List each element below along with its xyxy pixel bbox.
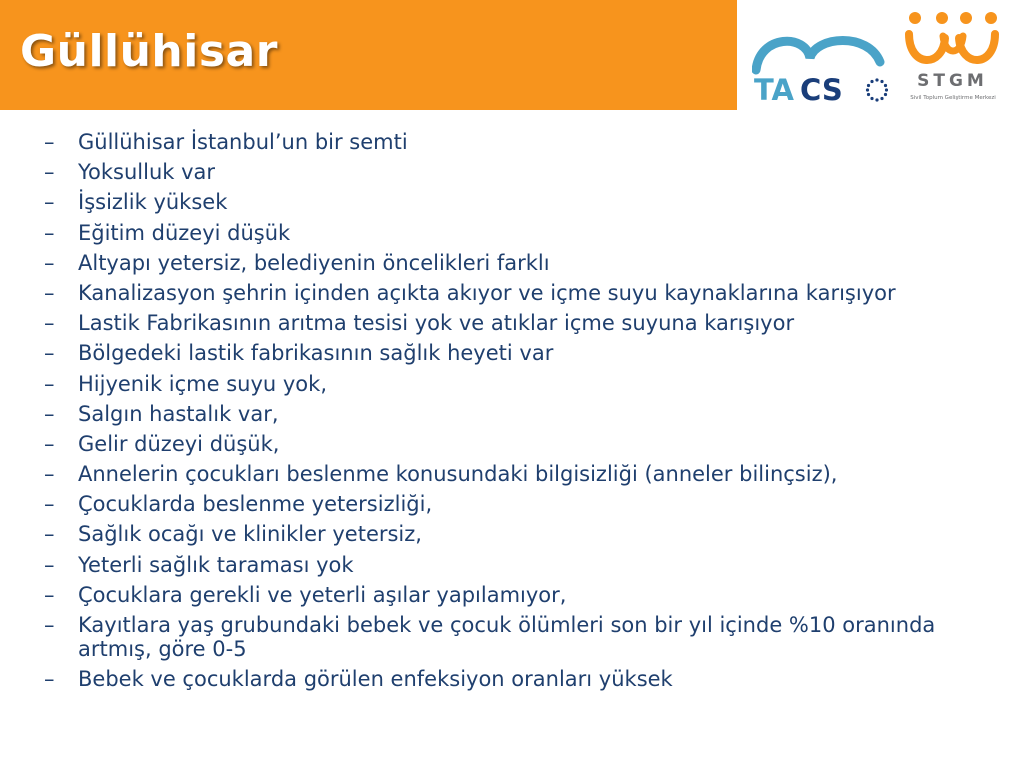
list-item [44,130,1014,154]
list-item [44,281,1014,305]
list-item [44,221,1014,245]
bullet-dash-icon: – [44,431,55,456]
list-item [44,160,1014,184]
bullet-dash-icon: – [44,190,55,215]
list-item [44,190,1014,214]
bullet-dash-icon: – [44,613,55,637]
bullet-text: Çocuklara gerekli ve yeterli aşılar yapılamıyor, [78,582,567,607]
bullet-dash-icon: – [44,522,55,547]
list-item [44,613,1014,661]
stgm-subtitle: Sivil Toplum Geliştirme Merkezi [910,95,996,101]
list-item [44,667,1014,691]
bullet-dash-icon: – [44,311,55,336]
bullet-text: Kanalizasyon şehrin içinden açıkta akıyor ve içme suyu kaynaklarına karışıyor [78,280,896,305]
bullet-dash-icon: – [44,130,55,154]
bullet-text: Yoksulluk var [78,160,216,185]
bullet-text: Yeterli sağlık taraması yok [78,552,354,577]
bullet-dash-icon: – [44,401,55,426]
list-item [44,492,1014,516]
bullet-dash-icon: – [44,250,55,275]
bullet-dash-icon: – [44,371,55,396]
bullet-text: Bebek ve çocuklarda görülen enfeksiyon oranları yüksek [78,667,673,692]
tacs-text-cs: CS [800,73,843,107]
bullet-text: Kayıtlara yaş grubundaki bebek ve çocuk ölümleri son bir yıl içinde %10 oranında artmış, göre 0-5 [78,613,936,661]
bullet-text: Lastik Fabrikasının arıtma tesisi yok ve atıklar içme suyuna karışıyor [78,311,795,336]
list-item [44,462,1014,486]
tacs-text-ta: TA [754,73,794,107]
list-item [44,522,1014,546]
list-item [44,402,1014,426]
eu-stars-icon [866,78,888,101]
bullet-text: Bölgedeki lastik fabrikasının sağlık heyeti var [78,341,554,366]
bullet-dash-icon: – [44,280,55,305]
bullet-text: Annelerin çocukları beslenme konusundaki bilgisizliği (anneler bilinçsiz), [78,462,838,487]
bullet-text: Hijyenik içme suyu yok, [78,371,327,396]
list-item [44,311,1014,335]
bullet-dash-icon: – [44,552,55,577]
bullet-list [44,130,1014,697]
list-item [44,553,1014,577]
tacs-arc-icon [756,41,880,71]
list-item [44,432,1014,456]
title-bar [0,0,737,110]
bullet-text: Eğitim düzeyi düşük [78,220,291,245]
stgm-wordmark: STGM [917,71,988,91]
bullet-text: Güllühisar İstanbul’un bir semti [78,130,408,154]
bullet-text: Altyapı yetersiz, belediyenin öncelikleri farklı [78,250,550,275]
bullet-dash-icon: – [44,462,55,487]
bullet-text: Çocuklarda beslenme yetersizliği, [78,492,433,517]
bullet-dash-icon: – [44,220,55,245]
bullet-text: Salgın hastalık var, [78,401,279,426]
bullet-dash-icon: – [44,160,55,185]
slide-title: Güllühisar [20,26,278,77]
list-item [44,341,1014,365]
list-item [44,583,1014,607]
bullet-text: Gelir düzeyi düşük, [78,431,280,456]
bullet-dash-icon: – [44,341,55,366]
list-item [44,372,1014,396]
bullet-text: Sağlık ocağı ve klinikler yetersiz, [78,522,422,547]
bullet-dash-icon: – [44,492,55,517]
bullet-dash-icon: – [44,582,55,607]
list-item [44,251,1014,275]
bullet-text: İşsizlik yüksek [78,190,228,215]
bullet-dash-icon: – [44,667,55,692]
tacs-logo [752,30,888,110]
